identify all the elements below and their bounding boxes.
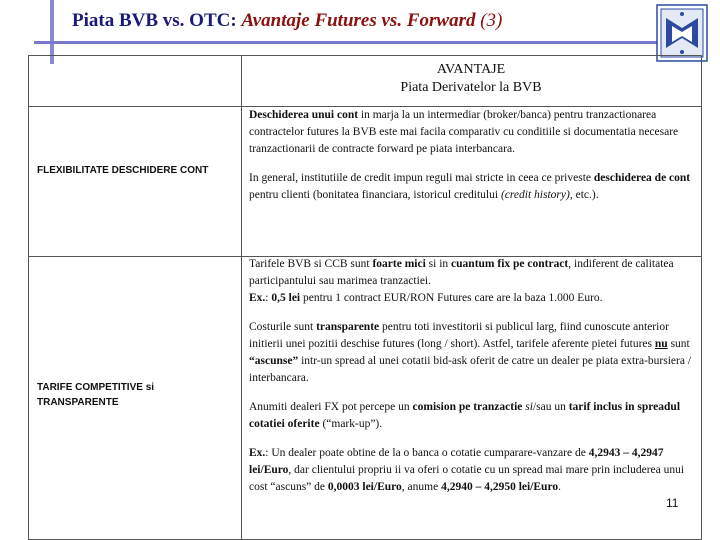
row-label-tarife: TARIFE COMPETITIVE si TRANSPARENTE — [37, 382, 155, 408]
bold-text: Ex. — [249, 292, 266, 304]
text: sunt — [667, 338, 690, 350]
row-label-flexibilitate: FLEXIBILITATE DESCHIDERE CONT — [37, 165, 209, 176]
advantages-table — [28, 55, 702, 540]
title-part-1: Piata BVB vs. OTC: — [72, 10, 242, 31]
text: , etc.). — [569, 189, 599, 201]
paragraph — [249, 399, 694, 433]
paragraph — [249, 445, 694, 496]
text: pentru 1 contract EUR/RON Futures care are la baza 1.000 Euro. — [300, 292, 603, 304]
row-content-flexibilitate — [249, 107, 694, 204]
row-content-tarife — [249, 256, 694, 496]
text: , indiferent de calitatea participantului sau marimea tranzactiei. — [249, 258, 674, 287]
paragraph — [249, 107, 694, 158]
text: si in — [425, 258, 452, 270]
italic-text: si — [522, 401, 533, 413]
text: Anumiti dealeri FX pot percepe un — [249, 401, 413, 413]
text: /sau un — [532, 401, 569, 413]
bold-text: foarte mici — [372, 258, 426, 270]
text: In general, institutiile de credit impun reguli mai stricte in ceea ce priveste — [249, 172, 594, 184]
bold-text: 0,5 lei — [271, 292, 301, 304]
bold-underlined-text: nu — [654, 338, 668, 350]
bold-text: Ex. — [249, 447, 266, 459]
table-header — [241, 61, 701, 97]
page-number: 11 — [666, 496, 679, 510]
text: Tarifele BVB si CCB sunt — [249, 258, 373, 270]
text: intr-un spread al unei cotatii bid-ask oferit de catre un dealer pe piata extra-bursiera / interbancara. — [249, 355, 692, 384]
bold-text: comision pe tranzactie — [412, 401, 523, 413]
text: , dar clientului propriu ii va oferi o cotatie cu un spread mai mare prin includerea unui cost “ascuns” de — [249, 464, 685, 493]
paragraph — [249, 319, 694, 387]
italic-text: (credit history) — [500, 189, 570, 201]
text: Costurile sunt — [249, 321, 317, 333]
header-line-1: AVANTAJE — [436, 62, 506, 77]
bold-text: 0,0003 lei/Euro — [327, 481, 402, 493]
text: pentru toti investitorii si publicul larg, fiind cunoscute anterior initierii unei pozitii deschise futures (long / short). Astfel, tarifele aferente pietei futures — [249, 321, 669, 350]
bold-text: cuantum fix pe contract — [451, 258, 569, 270]
text: , anume — [401, 481, 442, 493]
title-underline — [34, 41, 664, 44]
text: : Un dealer poate obtine de la o banca o cotatie cumparare-vanzare de — [265, 447, 589, 459]
bold-text: Deschiderea unui cont — [249, 109, 359, 121]
title-part-3: (3) — [475, 10, 503, 31]
slide-title — [72, 10, 502, 32]
bold-text: transparente — [316, 321, 380, 333]
text: (“mark-up”). — [319, 418, 383, 430]
bold-text: “ascunse” — [249, 355, 299, 367]
bvb-logo-icon — [656, 4, 708, 62]
text: pentru clienti (bonitatea financiara, istoricul creditului — [249, 189, 501, 201]
text: : — [265, 292, 272, 304]
text: . — [558, 481, 561, 493]
text: in marja la un intermediar (broker/banca) pentru tranzactionarea contractelor futures la BVB este mai facila comparativ cu conditiile si documentatia necesare tranzactionarii de contracte forward pe piata interbancara. — [249, 109, 679, 155]
bold-text: 4,2940 – 4,2950 lei/Euro — [441, 481, 559, 493]
bold-text: deschiderea de cont — [593, 172, 691, 184]
bold-text: tarif inclus in spreadul cotatiei oferite — [249, 401, 681, 430]
header-line-2: Piata Derivatelor la BVB — [400, 80, 542, 95]
column-divider — [241, 56, 242, 540]
bold-text: 4,2943 – 4,2947 lei/Euro — [249, 447, 664, 476]
title-part-2: Avantaje Futures vs. Forward — [241, 10, 476, 31]
paragraph — [249, 170, 694, 204]
paragraph — [249, 256, 694, 307]
